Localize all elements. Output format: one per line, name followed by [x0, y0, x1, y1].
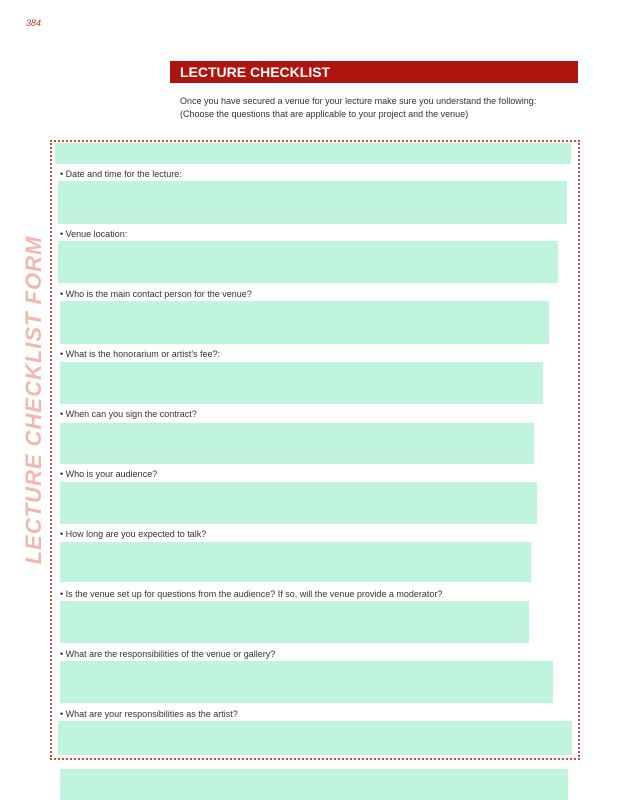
field-bottom[interactable] — [60, 769, 568, 800]
question-audience-questions: • Is the venue set up for questions from the audience? If so, will the venue provide a moderator? — [60, 589, 443, 599]
intro-line-1: Once you have secured a venue for your lecture make sure you understand the following: — [180, 96, 537, 106]
field-audience-questions[interactable] — [60, 601, 529, 643]
question-venue-location: • Venue location: — [60, 229, 128, 239]
field-date-time[interactable] — [58, 181, 567, 224]
question-honorarium: • What is the honorarium or artist’s fee?: — [60, 349, 221, 359]
question-date-time: • Date and time for the lecture: — [60, 169, 182, 179]
field-audience[interactable] — [60, 482, 537, 524]
question-artist-responsibilities: • What are your responsibilities as the artist? — [60, 709, 238, 719]
field-talk-length[interactable] — [60, 542, 531, 582]
field-contact-person[interactable] — [60, 301, 549, 344]
question-contract: • When can you sign the contract? — [60, 409, 197, 419]
field-contract[interactable] — [60, 423, 534, 464]
page-number: 384 — [26, 18, 42, 28]
intro-line-2: (Choose the questions that are applicable to your project and the venue) — [180, 109, 469, 119]
field-venue-location[interactable] — [58, 241, 558, 283]
question-audience: • Who is your audience? — [60, 469, 158, 479]
field-artist-responsibilities[interactable] — [58, 721, 572, 755]
question-talk-length: • How long are you expected to talk? — [60, 529, 207, 539]
page-title: LECTURE CHECKLIST — [170, 61, 578, 83]
field-honorarium[interactable] — [60, 362, 543, 404]
question-venue-responsibilities: • What are the responsibilities of the venue or gallery? — [60, 649, 276, 659]
intro-text — [180, 95, 572, 121]
side-title: LECTURE CHECKLIST FORM — [21, 235, 46, 565]
question-contact-person: • Who is the main contact person for the venue? — [60, 289, 252, 299]
field-top[interactable] — [55, 143, 571, 164]
field-venue-responsibilities[interactable] — [60, 661, 553, 703]
